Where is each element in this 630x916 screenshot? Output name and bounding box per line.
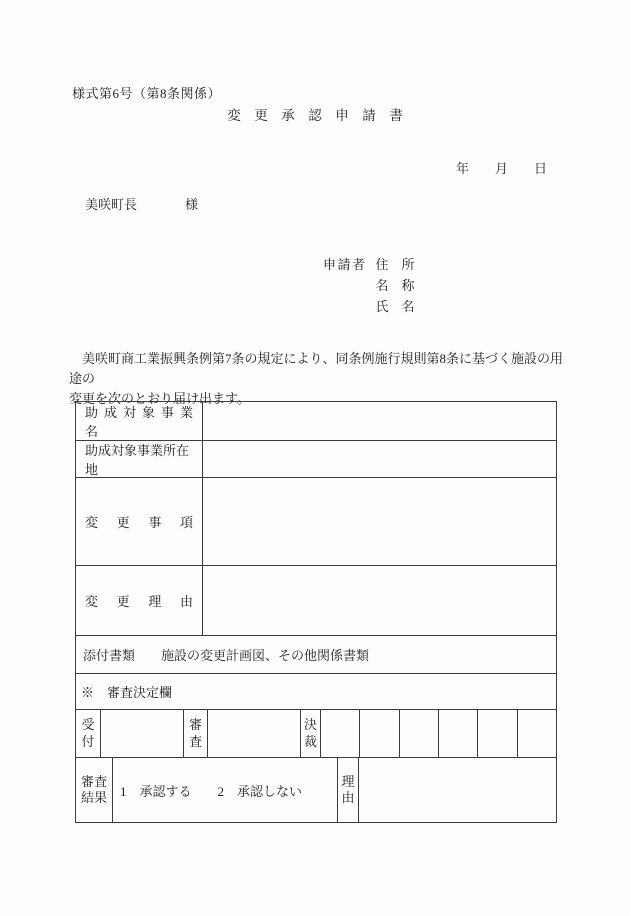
body-line-2: 変更を次のとおり届け出ます。	[69, 391, 250, 406]
reason-label-cell: 理由	[338, 758, 359, 822]
application-table	[75, 401, 557, 823]
review-label-cell: 審査	[184, 710, 208, 757]
business-name-label-cell	[76, 402, 203, 440]
addressee-honorific: 様	[185, 197, 199, 212]
receipt-stamp-cell	[101, 710, 184, 757]
row-change-reason	[76, 566, 556, 636]
date-line: 年 月 日	[455, 161, 547, 176]
applicant-address-label: 住 所	[375, 257, 415, 272]
applicant-name-label: 名 称	[375, 278, 415, 293]
row-stamps	[76, 710, 556, 758]
change-items-label: 変 更 事 項	[85, 515, 193, 530]
body-line-1: 美咲町商工業振興条例第7条の規定により、同条例施行規則第8条に基づく施設の用途の	[69, 351, 564, 386]
row-change-items	[76, 478, 556, 566]
result-options-text: 1 承認する 2 承認しない	[120, 783, 303, 799]
review-section-label: ※ 審査決定欄	[81, 685, 173, 700]
change-reason-label: 変 更 理 由	[85, 594, 193, 609]
business-name-label: 助 成 対 象 事 業 名	[85, 405, 193, 439]
attachments-text: 添付書類 施設の変更計画図、その他関係書類	[83, 648, 370, 663]
row-attachments	[76, 636, 556, 674]
reason-value-cell	[359, 758, 556, 822]
row-business-location	[76, 441, 556, 478]
addressee-line	[85, 194, 198, 213]
business-location-label: 助成対象事業所在地	[85, 443, 190, 477]
applicant-label: 申請者	[323, 257, 367, 272]
applicant-person-label: 氏 名	[375, 299, 415, 314]
result-label-cell: 審査結果	[76, 758, 113, 822]
approval-label-cell: 決裁	[301, 710, 321, 757]
body-paragraph	[69, 349, 569, 409]
change-items-label-cell	[76, 478, 203, 565]
review-stamp-cell	[208, 710, 301, 757]
result-options-cell	[113, 758, 338, 822]
change-reason-value-cell	[203, 566, 556, 635]
approval-stamp-cell	[439, 710, 478, 757]
row-review-result	[76, 758, 556, 822]
approval-stamp-cell	[360, 710, 399, 757]
applicant-block	[323, 254, 415, 317]
document-title: 変 更 承 認 申 請 書	[227, 108, 403, 123]
approval-stamp-cell	[400, 710, 439, 757]
approval-stamp-cell	[478, 710, 517, 757]
receipt-label-cell: 受付	[76, 710, 101, 757]
applicant-fields	[376, 254, 415, 317]
business-location-label-cell	[76, 441, 203, 477]
change-reason-label-cell	[76, 566, 203, 635]
form-number: 様式第6号（第8条関係）	[72, 86, 222, 101]
addressee-name: 美咲町長	[85, 197, 138, 212]
row-review-section	[76, 674, 556, 710]
business-location-value-cell	[203, 441, 556, 477]
approval-stamp-cell	[321, 710, 360, 757]
row-business-name	[76, 402, 556, 441]
approval-stamp-cell	[518, 710, 556, 757]
change-items-value-cell	[203, 478, 556, 565]
review-section-cell	[76, 674, 556, 709]
attachments-cell	[76, 636, 556, 673]
business-name-value-cell	[203, 402, 556, 440]
